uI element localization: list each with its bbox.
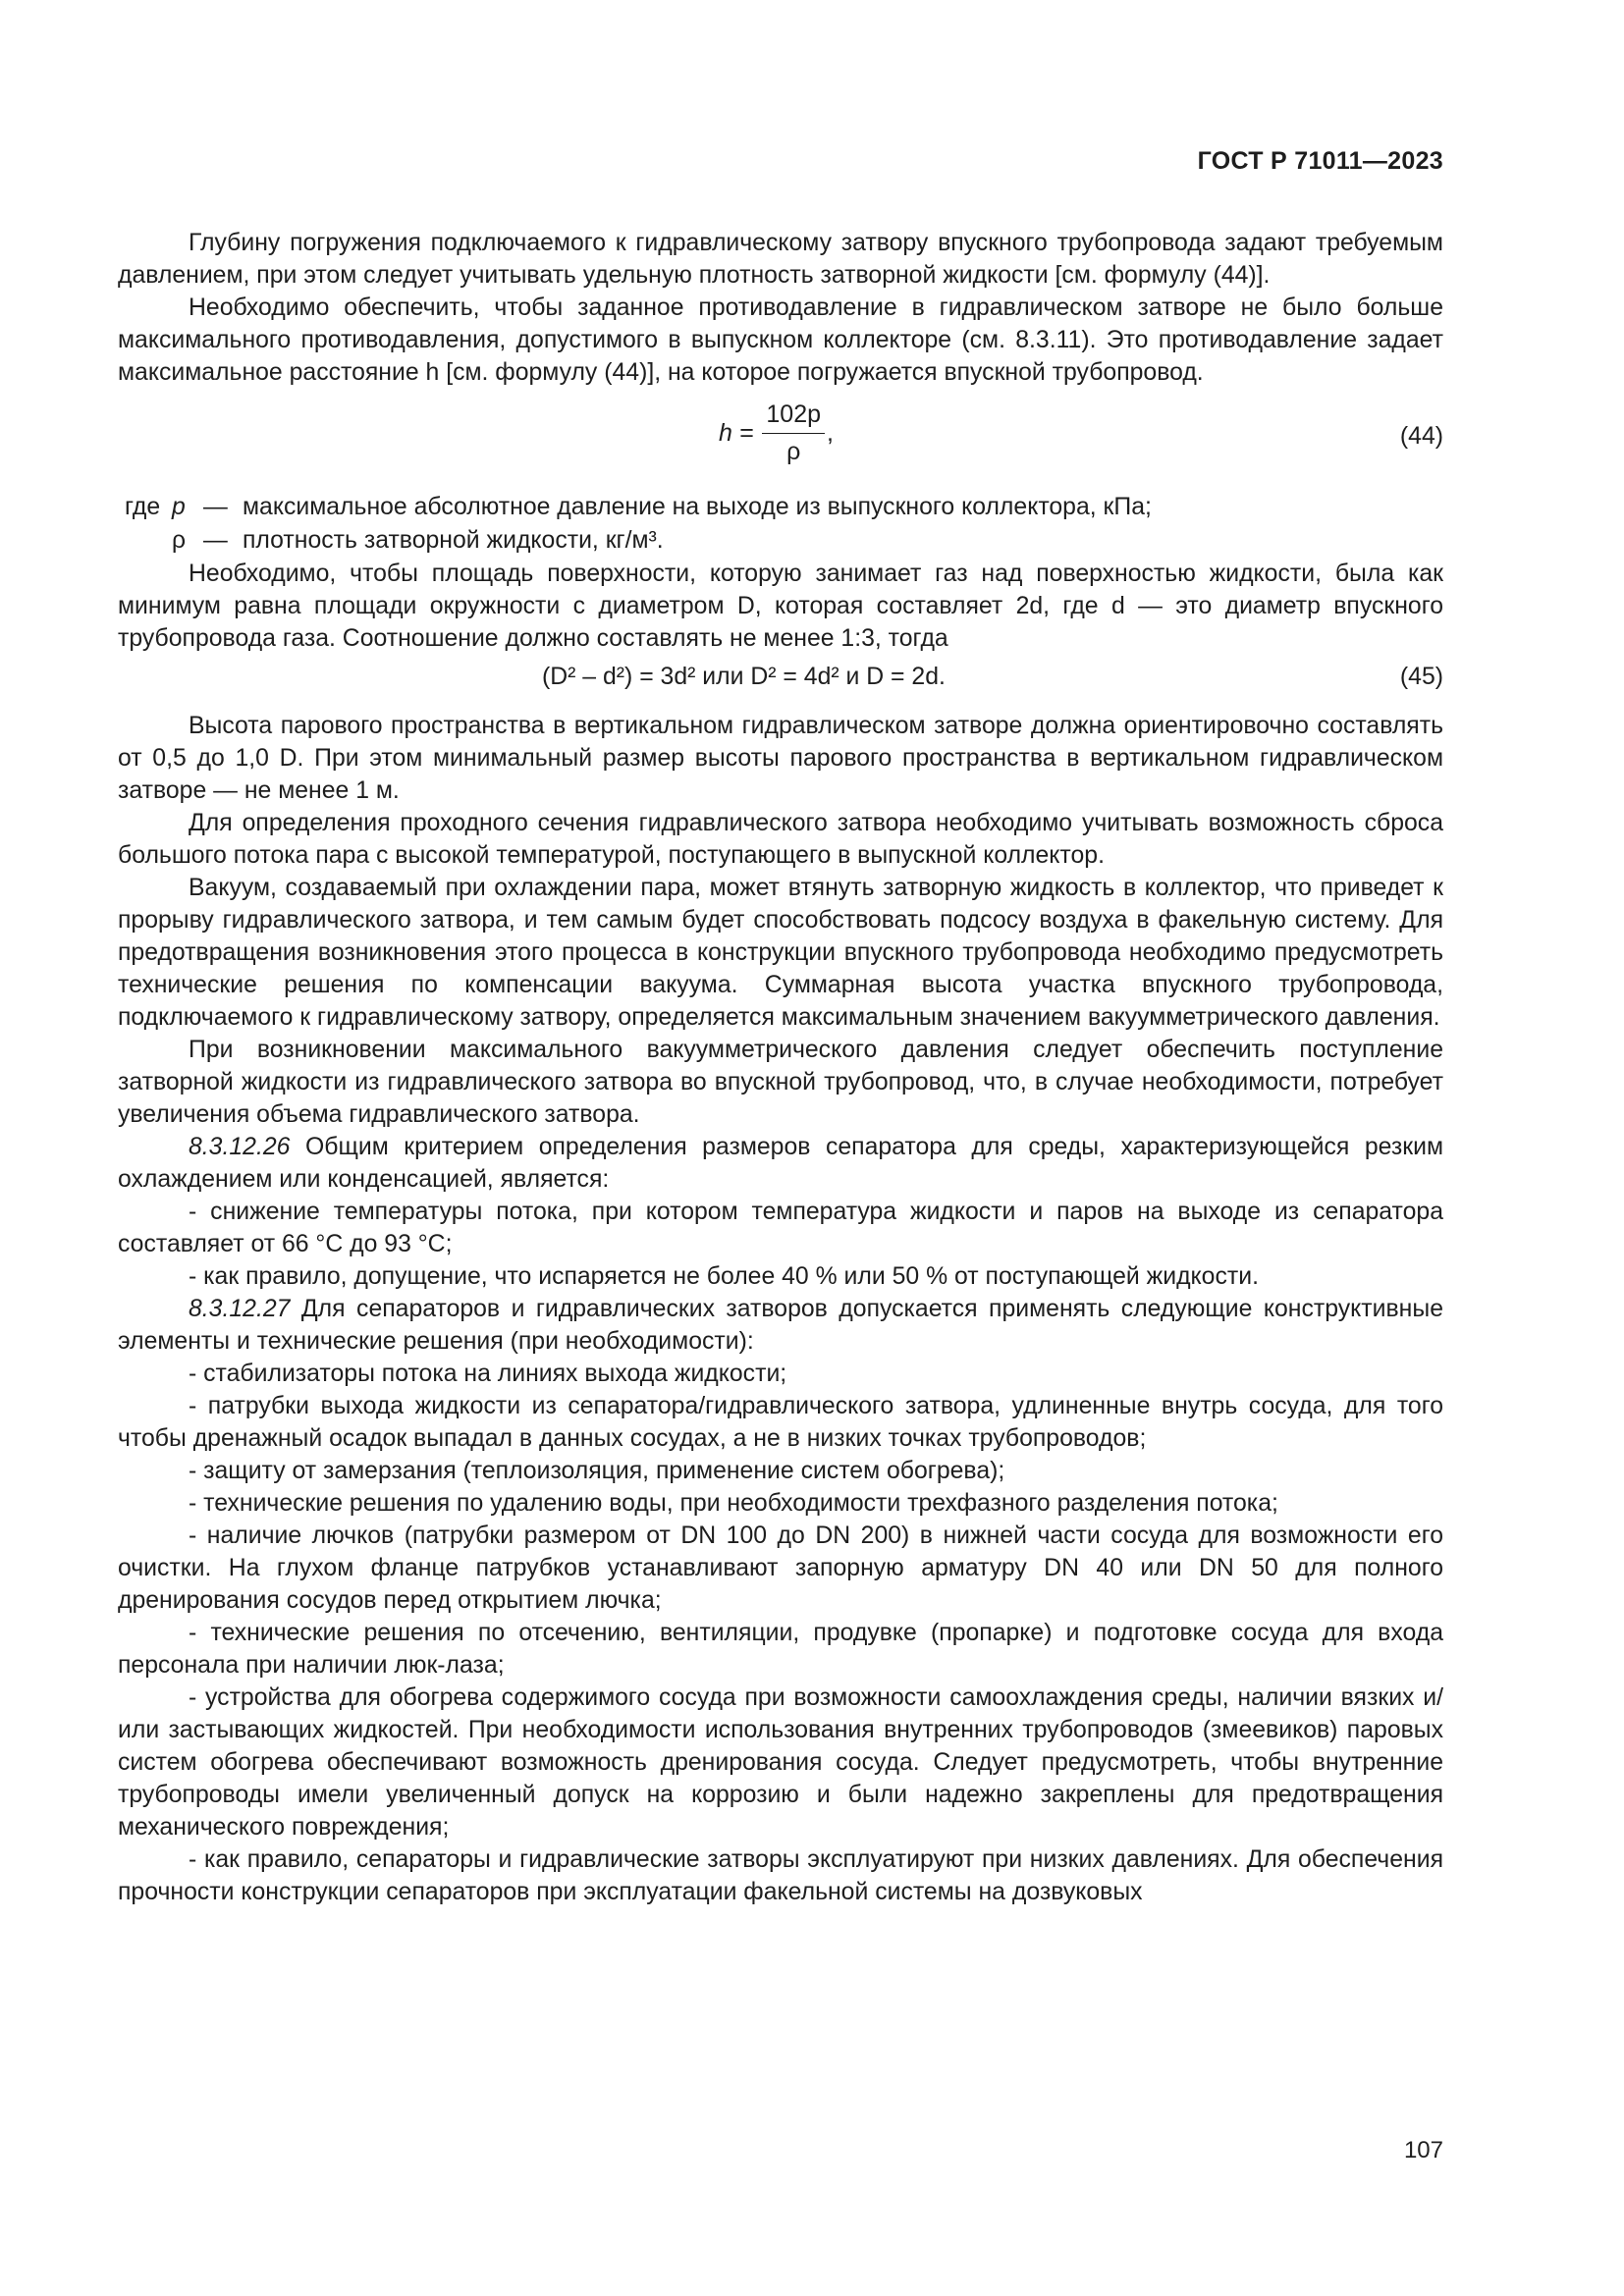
clause-text: Для сепараторов и гидравлических затворов допускается применять следующие конструктивные элементы и технические решения (при необходимости): [118, 1296, 1443, 1355]
where-word: где [125, 494, 161, 520]
formula-expression [719, 399, 834, 468]
clause-number: 8.3.12.27 [189, 1296, 291, 1322]
list-item: - стабилизаторы потока на линиях выхода жидкости; [189, 1361, 787, 1387]
formula-trail: , [827, 419, 834, 447]
clause-8-3-12-27 [118, 1293, 1443, 1358]
equation-number: (45) [1399, 664, 1443, 690]
definitions-list [118, 491, 1443, 558]
fraction [762, 399, 825, 468]
definition-dash: — [203, 494, 228, 520]
paragraph: Вакуум, создаваемый при охлаждении пара, может втянуть затворную жидкость в коллектор, что приведет к прорыву гидравлического затвора, и тем самым будет способствовать подсосу воздуха в факельную систему. Для предотвращения возникновения этого процесса в конструкции впускного трубопровода необходимо предусмотреть технические решения по компенсации вакуума. Суммарная высота участка впускного трубопровода, подключаемого к гидравлическому затвору, определяется максимальным значением вакуумметрического давления. [118, 875, 1443, 1031]
document-header: ГОСТ Р 71011—2023 [1197, 147, 1443, 175]
definition-symbol: ρ [172, 527, 187, 554]
clause-number: 8.3.12.26 [189, 1134, 291, 1160]
page-content [118, 227, 1443, 1908]
paragraph: Необходимо, чтобы площадь поверхности, которую занимает газ над поверхностью жидкости, была как минимум равна площади окружности с диаметром D, которая составляет 2d, где d — это диаметр впускного трубопровода газа. Соотношение должно составлять не менее 1:3, тогда [118, 561, 1443, 652]
definition-dash: — [203, 527, 228, 554]
equation-number: (44) [1399, 423, 1443, 450]
clause-text: Общим критерием определения размеров сепаратора для среды, характеризующейся резким охлаждением или конденсацией, является: [118, 1134, 1443, 1193]
list-item: - устройства для обогрева содержимого сосуда при возможности самоохлаждения среды, наличии вязких и/или застывающих жидкостей. При необходимости использования внутренних трубопроводов (змеевиков) паровых систем обогрева обеспечивают возможность дренирования сосуда. Следует предусмотреть, чтобы внутренние трубопроводы имели увеличенный допуск на коррозию и были надежно закреплены для предотвращения механического повреждения; [118, 1684, 1443, 1841]
definition-text: максимальное абсолютное давление на выходе из выпускного коллектора, кПа; [243, 494, 1152, 520]
fraction-numerator: 102p [762, 399, 825, 434]
clause-8-3-12-26 [118, 1131, 1443, 1196]
paragraph: Для определения проходного сечения гидравлического затвора необходимо учитывать возможность сброса большого потока пара с высокой температурой, поступающего в выпускной коллектор. [118, 810, 1443, 869]
list-item: - технические решения по отсечению, вентиляции, продувке (пропарке) и подготовке сосуда для входа персонала при наличии люк-лаза; [118, 1620, 1443, 1679]
list-item: - наличие лючков (патрубки размером от DN 100 до DN 200) в нижней части сосуда для возможности его очистки. На глухом фланце патрубков устанавливают запорную арматуру DN 40 или DN 50 для полного дренирования сосудов перед открытием лючка; [118, 1522, 1443, 1614]
paragraph: Глубину погружения подключаемого к гидравлическому затвору впускного трубопровода задают требуемым давлением, при этом следует учитывать удельную плотность затворной жидкости [см. формулу (44)]. [118, 230, 1443, 289]
list-item: - технические решения по удалению воды, при необходимости трехфазного разделения потока; [189, 1490, 1278, 1517]
formula-45 [118, 659, 1443, 698]
formula-expression: (D² – d²) = 3d² или D² = 4d² и D = 2d. [542, 664, 946, 690]
list-item: - снижение температуры потока, при котором температура жидкости и паров на выходе из сепаратора составляет от 66 °С до 93 °С; [118, 1199, 1443, 1257]
list-item: - защиту от замерзания (теплоизоляция, применение систем обогрева); [189, 1458, 1005, 1484]
formula-44 [118, 397, 1443, 481]
page-number: 107 [1403, 2137, 1443, 2163]
paragraph: Высота парового пространства в вертикальном гидравлическом затворе должна ориентировочно составлять от 0,5 до 1,0 D. При этом минимальный размер высоты парового пространства в вертикальном гидравлическом затворе — не менее 1 м. [118, 713, 1443, 804]
definition-item [118, 524, 1443, 558]
list-item: - как правило, допущение, что испаряется не более 40 % или 50 % от поступающей жидкости. [189, 1263, 1259, 1290]
definition-text: плотность затворной жидкости, кг/м³. [243, 527, 664, 554]
definition-item [118, 491, 1443, 524]
list-item: - как правило, сепараторы и гидравлические затворы эксплуатируют при низких давлениях. Для обеспечения прочности конструкции сепараторов при эксплуатации факельной системы на дозвуковых [118, 1846, 1443, 1905]
paragraph: Необходимо обеспечить, чтобы заданное противодавление в гидравлическом затворе не было больше максимального противодавления, допустимого в выпускном коллекторе (см. 8.3.11). Это противодавление задает максимальное расстояние h [см. формулу (44)], на которое погружается впускной трубопровод. [118, 294, 1443, 386]
list-item: - патрубки выхода жидкости из сепаратора/гидравлического затвора, удлиненные внутрь сосуда, для того чтобы дренажный осадок выпадал в данных сосудах, а не в низких точках трубопроводов; [118, 1393, 1443, 1452]
fraction-denominator: ρ [786, 438, 801, 465]
formula-lhs: h = [719, 419, 754, 447]
paragraph: При возникновении максимального вакуумметрического давления следует обеспечить поступление затворной жидкости из гидравлического затвора во впускной трубопровод, что, в случае необходимости, потребует увеличения объема гидравлического затвора. [118, 1037, 1443, 1128]
definition-symbol: p [172, 494, 186, 520]
